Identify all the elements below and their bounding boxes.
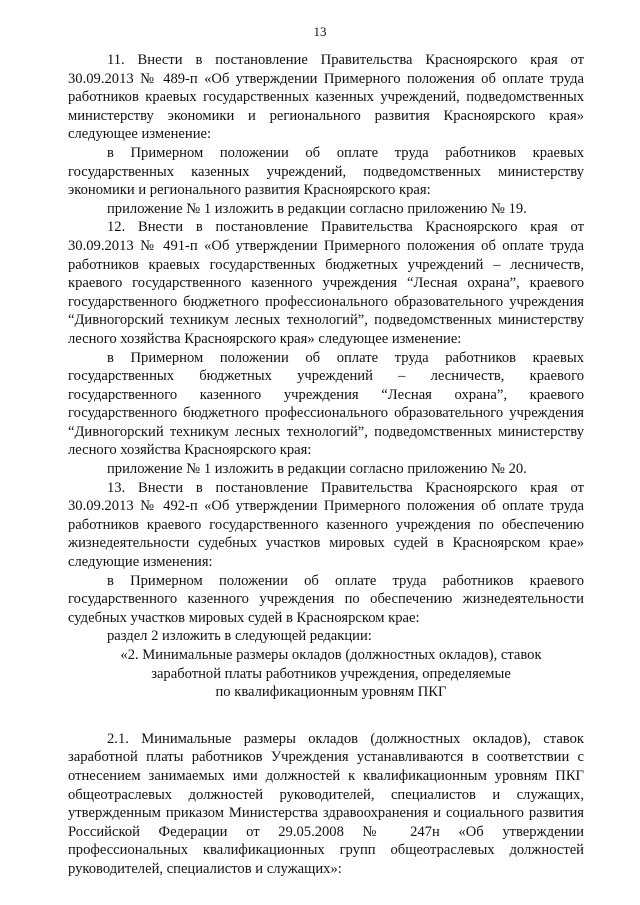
paragraph-item-13: 13. Внести в постановление Правительства Красноярского края от 30.09.2013 № 492-п «Об утверждении Примерного положения об оплате труда работников краевого государственного казенного учреждения по обеспечению жизнедеятельности судебных участков мировых судей в Красноярском крае» следующие изменения: (68, 479, 584, 571)
paragraph-item-13-section: раздел 2 изложить в следующей редакции: (107, 628, 372, 645)
paragraph-item-11-detail: в Примерном положении об оплате труда работников краевых государственных казенных учреждений, подведомственных министерству экономики и регионального развития Красноярского края: (68, 144, 584, 199)
spacer (68, 702, 584, 730)
heading-line: заработной платы работников учреждения, определяемые (151, 665, 511, 682)
heading-line: по квалификационным уровням ПКГ (215, 684, 447, 701)
paragraph-item-12-detail: в Примерном положении об оплате труда работников краевых государственных бюджетных учреждений – лесничеств, краевого государственного казенного учреждения “Лесная охрана”, краевого государственного бюджетного профессионального образовательного учреждения “Дивногорский техникум лесных технологий”, подведомственных министерству лесного хозяйства Красноярского края: (68, 349, 584, 459)
paragraph-item-11-annex: приложение № 1 изложить в редакции согласно приложению № 19. (107, 200, 527, 217)
heading-line: «2. Минимальные размеры окладов (должностных окладов), ставок (120, 647, 542, 663)
paragraph-item-12: 12. Внести в постановление Правительства Красноярского края от 30.09.2013 № 491-п «Об утверждении Примерного положения об оплате труда работников краевых государственных бюджетных учреждений – лесничеств, краевого государственного казенного учреждения “Лесная охрана”, краевого государственного бюджетного профессионального образовательного учреждения “Дивногорский техникум лесных технологий”, подведомственных министерству лесного хозяйства Красноярского края» следующее изменение: (68, 219, 584, 347)
page-number: 13 (313, 24, 327, 39)
section-heading (68, 646, 584, 702)
paragraph-2-1: 2.1. Минимальные размеры окладов (должностных окладов), ставок заработной платы работников Учреждения устанавливаются в соответствии с отнесением занимаемых ими должностей к квалификационным уровням ПКГ общеотраслевых должностей руководителей, специалистов и служащих, утвержденным приказом Министерства здравоохранения и социального развития Российской Федерации от 29.05.2008 № 247н «Об утверждении профессиональных квалификационных групп общеотраслевых должностей руководителей, специалистов и служащих»: (68, 730, 584, 877)
paragraph-item-13-detail: в Примерном положении об оплате труда работников краевого государственного казенного учреждения по обеспечению жизнедеятельности судебных участков мировых судей в Красноярском крае: (68, 572, 584, 626)
paragraph-item-11: 11. Внести в постановление Правительства Красноярского края от 30.09.2013 № 489-п «Об утверждении Примерного положения об оплате труда работников краевых государственных казенных учреждений, подведомственных министерству экономики и регионального развития Красноярского края» следующее изменение: (68, 52, 584, 143)
document-body (68, 51, 584, 879)
paragraph-item-12-annex: приложение № 1 изложить в редакции согласно приложению № 20. (107, 461, 527, 478)
